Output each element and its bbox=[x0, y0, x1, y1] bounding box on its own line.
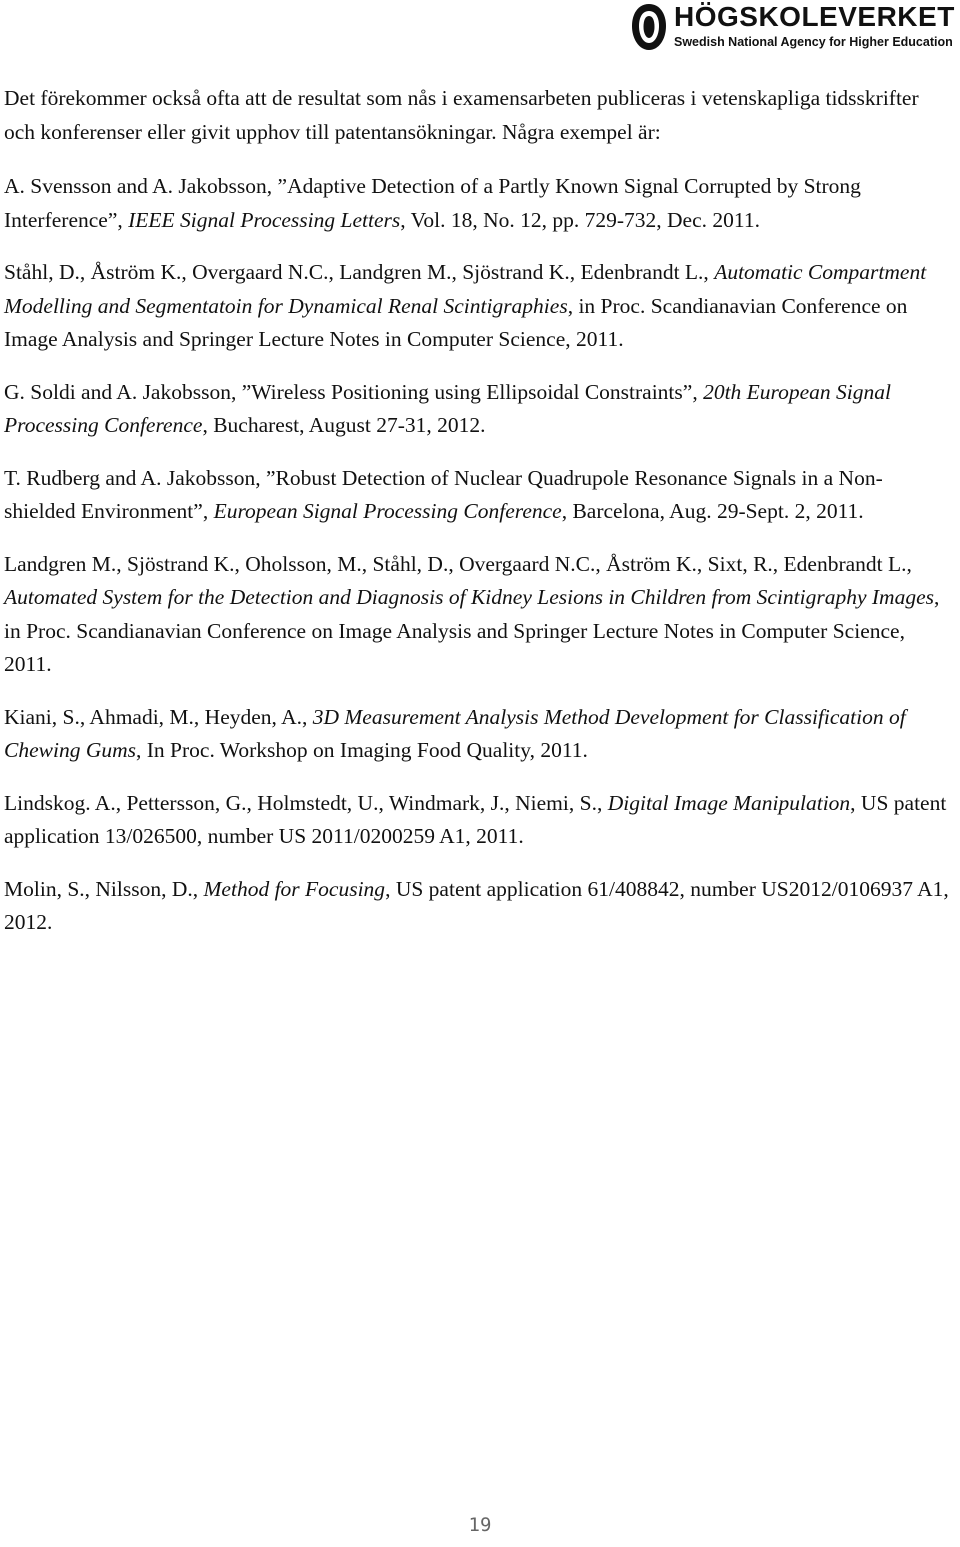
reference-item: Kiani, S., Ahmadi, M., Heyden, A., 3D Measurement Analysis Method Development for Classification of Chewing Gums, In Proc. Workshop on Imaging Food Quality, 2011. bbox=[4, 704, 906, 762]
header-logo bbox=[630, 0, 960, 56]
reference-item: G. Soldi and A. Jakobsson, ”Wireless Positioning using Ellipsoidal Constraints”, 20th European Signal Processing Conference, Bucharest, August 27-31, 2012. bbox=[4, 379, 891, 437]
document-body bbox=[4, 82, 952, 959]
hogskoleverket-logo-icon bbox=[630, 2, 668, 52]
logo-tagline: Swedish National Agency for Higher Education bbox=[674, 35, 953, 49]
logo-name: HÖGSKOLEVERKET bbox=[674, 1, 955, 32]
reference-item: T. Rudberg and A. Jakobsson, ”Robust Detection of Nuclear Quadrupole Resonance Signals in a Non-shielded Environment”, European Signal Processing Conference, Barcelona, Aug. 29-Sept. 2, 2011. bbox=[4, 465, 883, 523]
reference-item: Molin, S., Nilsson, D., Method for Focusing, US patent application 61/408842, number US2012/0106937 A1, 2012. bbox=[4, 876, 949, 934]
reference-item: Lindskog. A., Pettersson, G., Holmstedt, U., Windmark, J., Niemi, S., Digital Image Manipulation, US patent application 13/026500, number US 2011/0200259 A1, 2011. bbox=[4, 790, 947, 848]
reference-item: A. Svensson and A. Jakobsson, ”Adaptive Detection of a Partly Known Signal Corrupted by Strong Interference”, IEEE Signal Processing Letters, Vol. 18, No. 12, pp. 729-732, Dec. 2011. bbox=[4, 174, 861, 232]
intro-paragraph: Det förekommer också ofta att de resultat som nås i examensarbeten publiceras i vetenskapliga tidsskrifter och konferenser eller givit upphov till patentansökningar. Några exempel är: bbox=[4, 86, 919, 144]
reference-item: Ståhl, D., Åström K., Overgaard N.C., Landgren M., Sjöstrand K., Edenbrandt L., Automatic Compartment Modelling and Segmentatoin for Dynamical Renal Scintigraphies, in Proc. Scandianavian Conference on Image Analysis and Springer Lecture Notes in Computer Science, 2011. bbox=[4, 260, 927, 351]
reference-item: Landgren M., Sjöstrand K., Oholsson, M., Ståhl, D., Overgaard N.C., Åström K., Sixt, R., Edenbrandt L., Automated System for the Detection and Diagnosis of Kidney Lesions in Children from Scintigraphy Images, in Proc. Scandianavian Conference on Image Analysis and Springer Lecture Notes in Computer Science, 2011. bbox=[4, 551, 940, 676]
page-number: 19 bbox=[468, 1514, 492, 1536]
